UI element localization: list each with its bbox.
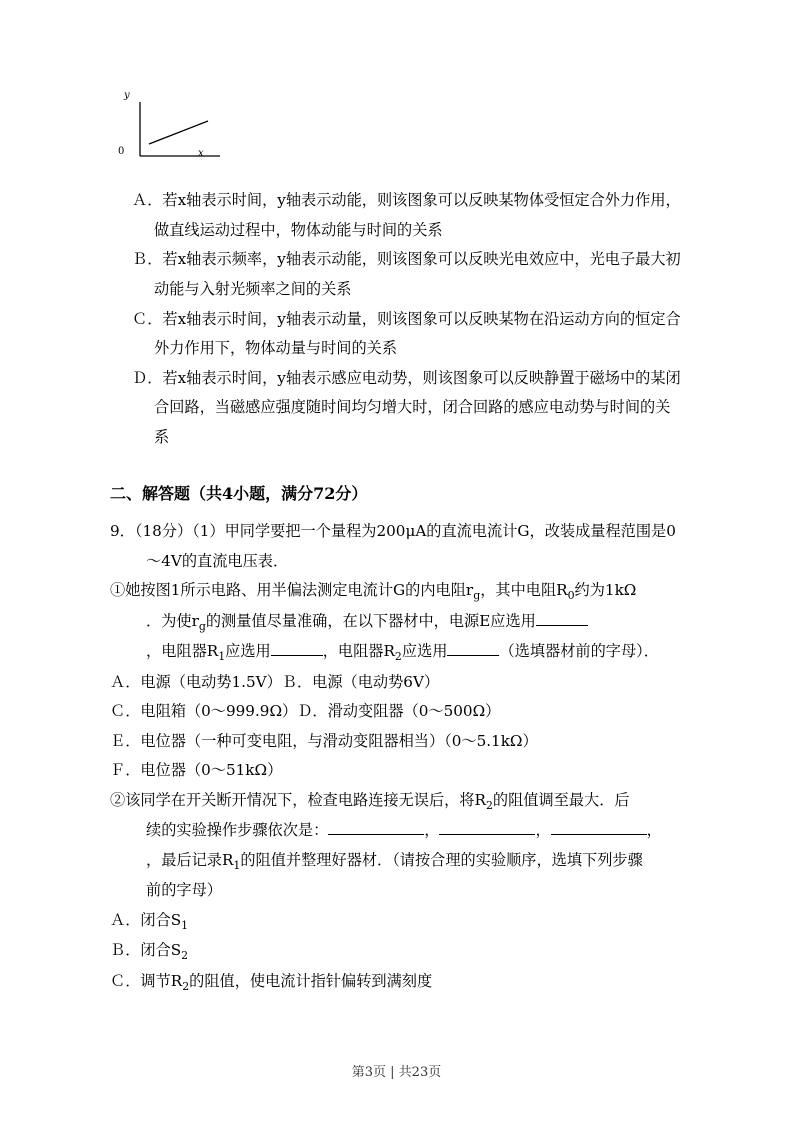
question-9-item1-line1	[110, 576, 683, 606]
item1-line3-sub-1: 1	[218, 650, 226, 664]
item1-line2-text-b: 的测量值尽量准确，在以下器材中，电源E应选用	[205, 611, 536, 630]
question-9-item1-line3	[110, 637, 683, 667]
step-b-label: Ｂ．闭合S	[110, 941, 182, 960]
section-title: 二、解答题（共4小题，满分72分）	[110, 483, 368, 503]
item2-line3-sub-1: 1	[233, 859, 241, 873]
step-choice-b	[110, 936, 683, 966]
item1-line3-text-b: 应选用	[225, 642, 271, 661]
question-9-item2-line2: 续的实验操作步骤依次是： ， ， ，	[110, 816, 683, 846]
step-a-label: Ａ．闭合S	[110, 911, 182, 930]
step-b-sub: 2	[181, 949, 189, 963]
line-graph-icon	[122, 98, 227, 170]
answer-blank-step3[interactable]	[551, 819, 647, 835]
graph-y-axis-label: y	[124, 90, 130, 101]
graph-x-axis-label: x	[198, 148, 204, 159]
option-d: Ｄ．若x轴表示时间，y轴表示感应电动势，则该图象可以反映静置于磁场中的某闭合回路，当磁感应强度随时间均匀增大时，闭合回路的感应电动势与时间的关系	[132, 368, 681, 447]
step-c-sub: 2	[182, 979, 190, 993]
step-c-tail: 的阻值，使电流计指针偏转到满刻度	[189, 971, 433, 990]
question-9-item2-line3	[110, 846, 683, 876]
item1-line3-sub-2: 2	[394, 650, 402, 664]
figure-graph	[110, 90, 683, 182]
option-a: Ａ．若x轴表示时间，y轴表示动能，则该图象可以反映某物体受恒定合外力作用，做直线运动过程中，物体动能与时间的关系	[132, 191, 681, 239]
question-9-stem-text: （1）甲同学要把一个量程为200μA的直流电流计G，改装成量程范围是0～4V的直流电压表．	[146, 522, 676, 570]
equipment-choice-f: Ｆ．电位器（0～51kΩ）	[110, 761, 283, 780]
item1-text-b: ，其中电阻R	[480, 581, 568, 600]
item2-line2-text: 续的实验操作步骤依次是：	[146, 821, 329, 840]
item1-line2-text-a: ．为使r	[146, 611, 199, 630]
item1-line3-text-a: ，电阻器R	[146, 642, 219, 661]
item1-line2-sub-g: g	[198, 619, 206, 633]
equipment-choice-e: Ｅ．电位器（一种可变电阻，与滑动变阻器相当）（0～5.1kΩ）	[110, 731, 538, 750]
item1-line3-text-d: 应选用	[401, 642, 448, 661]
option-b: Ｂ．若x轴表示频率，y轴表示动能，则该图象可以反映光电效应中，光电子最大初动能与入射光频率之间的关系	[132, 250, 681, 298]
step-c-label: Ｃ．调节R	[110, 971, 183, 990]
answer-blank-step1[interactable]	[328, 819, 424, 835]
item2-line1-text-a: ②该同学在开关断开情况下，检查电路连接无误后，将R	[110, 791, 486, 810]
item2-line3-text-a: ，最后记录R	[146, 851, 234, 870]
step-choice-a	[110, 906, 683, 936]
item2-line1-sub-2: 2	[485, 799, 493, 813]
answer-blank-power-source[interactable]	[536, 610, 588, 626]
question-9-stem	[110, 517, 683, 576]
item1-sub-g: g	[473, 589, 481, 603]
graph-origin-label: 0	[118, 146, 125, 157]
page-footer: 第3页 | 共23页	[351, 1065, 442, 1080]
item1-text-a: ①她按图1所示电路、用半偏法测定电流计G的内电阻r	[110, 581, 474, 600]
question-9-item1-line2	[110, 607, 683, 637]
item2-line3-text-b: 的阻值并整理好器材．（请按合理的实验顺序，选填下列步骤	[240, 851, 643, 870]
answer-blank-step2[interactable]	[439, 819, 535, 835]
item2-line1-text-b: 的阻值调至最大．后	[492, 791, 630, 810]
question-9-number: 9．	[110, 522, 135, 541]
equipment-choice-ab: Ａ．电源（电动势1.5V）Ｂ．电源（电动势6V）	[110, 672, 440, 691]
item1-text-c: 约为1kΩ	[574, 581, 637, 600]
item1-sub-0: 0	[567, 589, 575, 603]
step-choice-c	[110, 967, 683, 997]
item1-line3-text-e: （选填器材前的字母）．	[499, 642, 659, 661]
option-c: Ｃ．若x轴表示时间，y轴表示动量，则该图象可以反映某物在沿运动方向的恒定合外力作用下，物体动量与时间的关系	[132, 309, 681, 358]
answer-blank-r2[interactable]	[447, 640, 499, 656]
question-9-item2-line1	[110, 786, 683, 816]
item1-line3-text-c: ，电阻器R	[322, 642, 395, 661]
question-9-item2-line4: 前的字母）	[146, 881, 222, 900]
step-a-sub: 1	[181, 919, 189, 933]
answer-blank-r1[interactable]	[271, 640, 323, 656]
question-9-score: （18分）	[134, 522, 193, 541]
equipment-choice-cd: Ｃ．电阻箱（0～999.9Ω）Ｄ．滑动变阻器（0～500Ω）	[110, 702, 501, 721]
